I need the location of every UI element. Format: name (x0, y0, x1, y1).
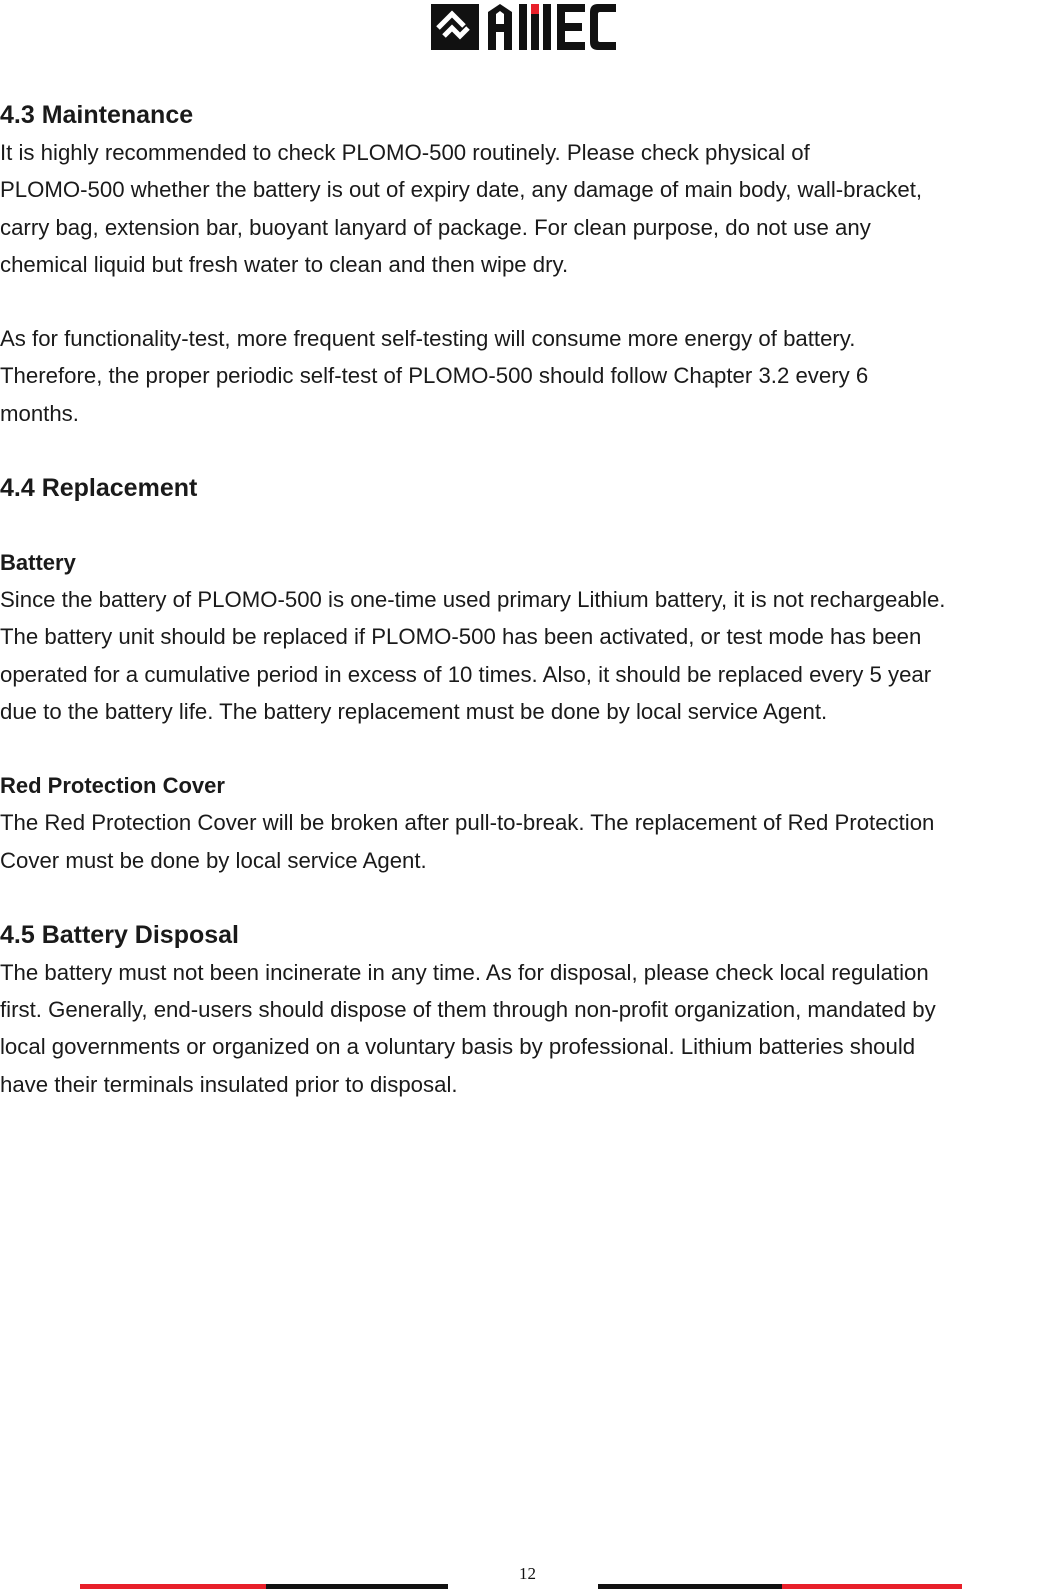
spacer (0, 879, 1052, 916)
page-number: 12 (519, 1564, 536, 1583)
paragraph-line: The battery unit should be replaced if PLOMO-500 has been activated, or test mode has been (0, 624, 922, 650)
paragraph-line: operated for a cumulative period in excess of 10 times. Also, it should be replaced every 5 year (0, 661, 932, 687)
footer-bar-black-left (266, 1584, 448, 1589)
section-title-maintenance: 4.3 Maintenance (0, 101, 194, 129)
section-title-replacement: 4.4 Replacement (0, 474, 198, 503)
paragraph-line: Therefore, the proper periodic self-test of PLOMO-500 should follow Chapter 3.2 every 6 (0, 363, 869, 389)
paragraph-line: local governments or organized on a voluntary basis by professional. Lithium batteries should (0, 1034, 916, 1060)
subsection-title-battery: Battery (0, 550, 76, 576)
spacer (0, 730, 1052, 767)
paragraph-line: Cover must be done by local service Agent. (0, 847, 427, 873)
amec-logo (430, 0, 620, 54)
subsection-title-red-protection-cover: Red Protection Cover (0, 773, 225, 799)
paragraph-line: first. Generally, end-users should dispose of them through non-profit organization, mandated by (0, 997, 936, 1023)
paragraph-line: carry bag, extension bar, buoyant lanyard of package. For clean purpose, do not use any (0, 214, 871, 240)
page-content (0, 96, 1052, 1103)
paragraph-line: As for functionality-test, more frequent self-testing will consume more energy of battery. (0, 326, 856, 352)
paragraph-line: The Red Protection Cover will be broken after pull-to-break. The replacement of Red Protection (0, 810, 935, 836)
section-title-battery-disposal: 4.5 Battery Disposal (0, 920, 239, 949)
paragraph-line: have their terminals insulated prior to disposal. (0, 1071, 458, 1097)
spacer (0, 283, 1052, 320)
paragraph-line: The battery must not been incinerate in any time. As for disposal, please check local regulation (0, 959, 929, 985)
paragraph-line: months. (0, 400, 79, 426)
paragraph-line: It is highly recommended to check PLOMO-500 routinely. Please check physical of (0, 140, 810, 165)
footer-bar-red-left (80, 1584, 266, 1589)
spacer (0, 507, 1052, 544)
spacer (0, 432, 1052, 469)
paragraph-line: due to the battery life. The battery replacement must be done by local service Agent. (0, 698, 828, 724)
paragraph-line: PLOMO-500 whether the battery is out of expiry date, any damage of main body, wall-bracket, (0, 177, 923, 203)
footer-bar-red-right (782, 1584, 962, 1589)
footer-bar-black-right (598, 1584, 782, 1589)
paragraph-line: chemical liquid but fresh water to clean and then wipe dry. (0, 251, 569, 277)
amec-logo-graphic (430, 0, 620, 54)
paragraph-line: Since the battery of PLOMO-500 is one-time used primary Lithium battery, it is not rechargeable. (0, 587, 946, 613)
